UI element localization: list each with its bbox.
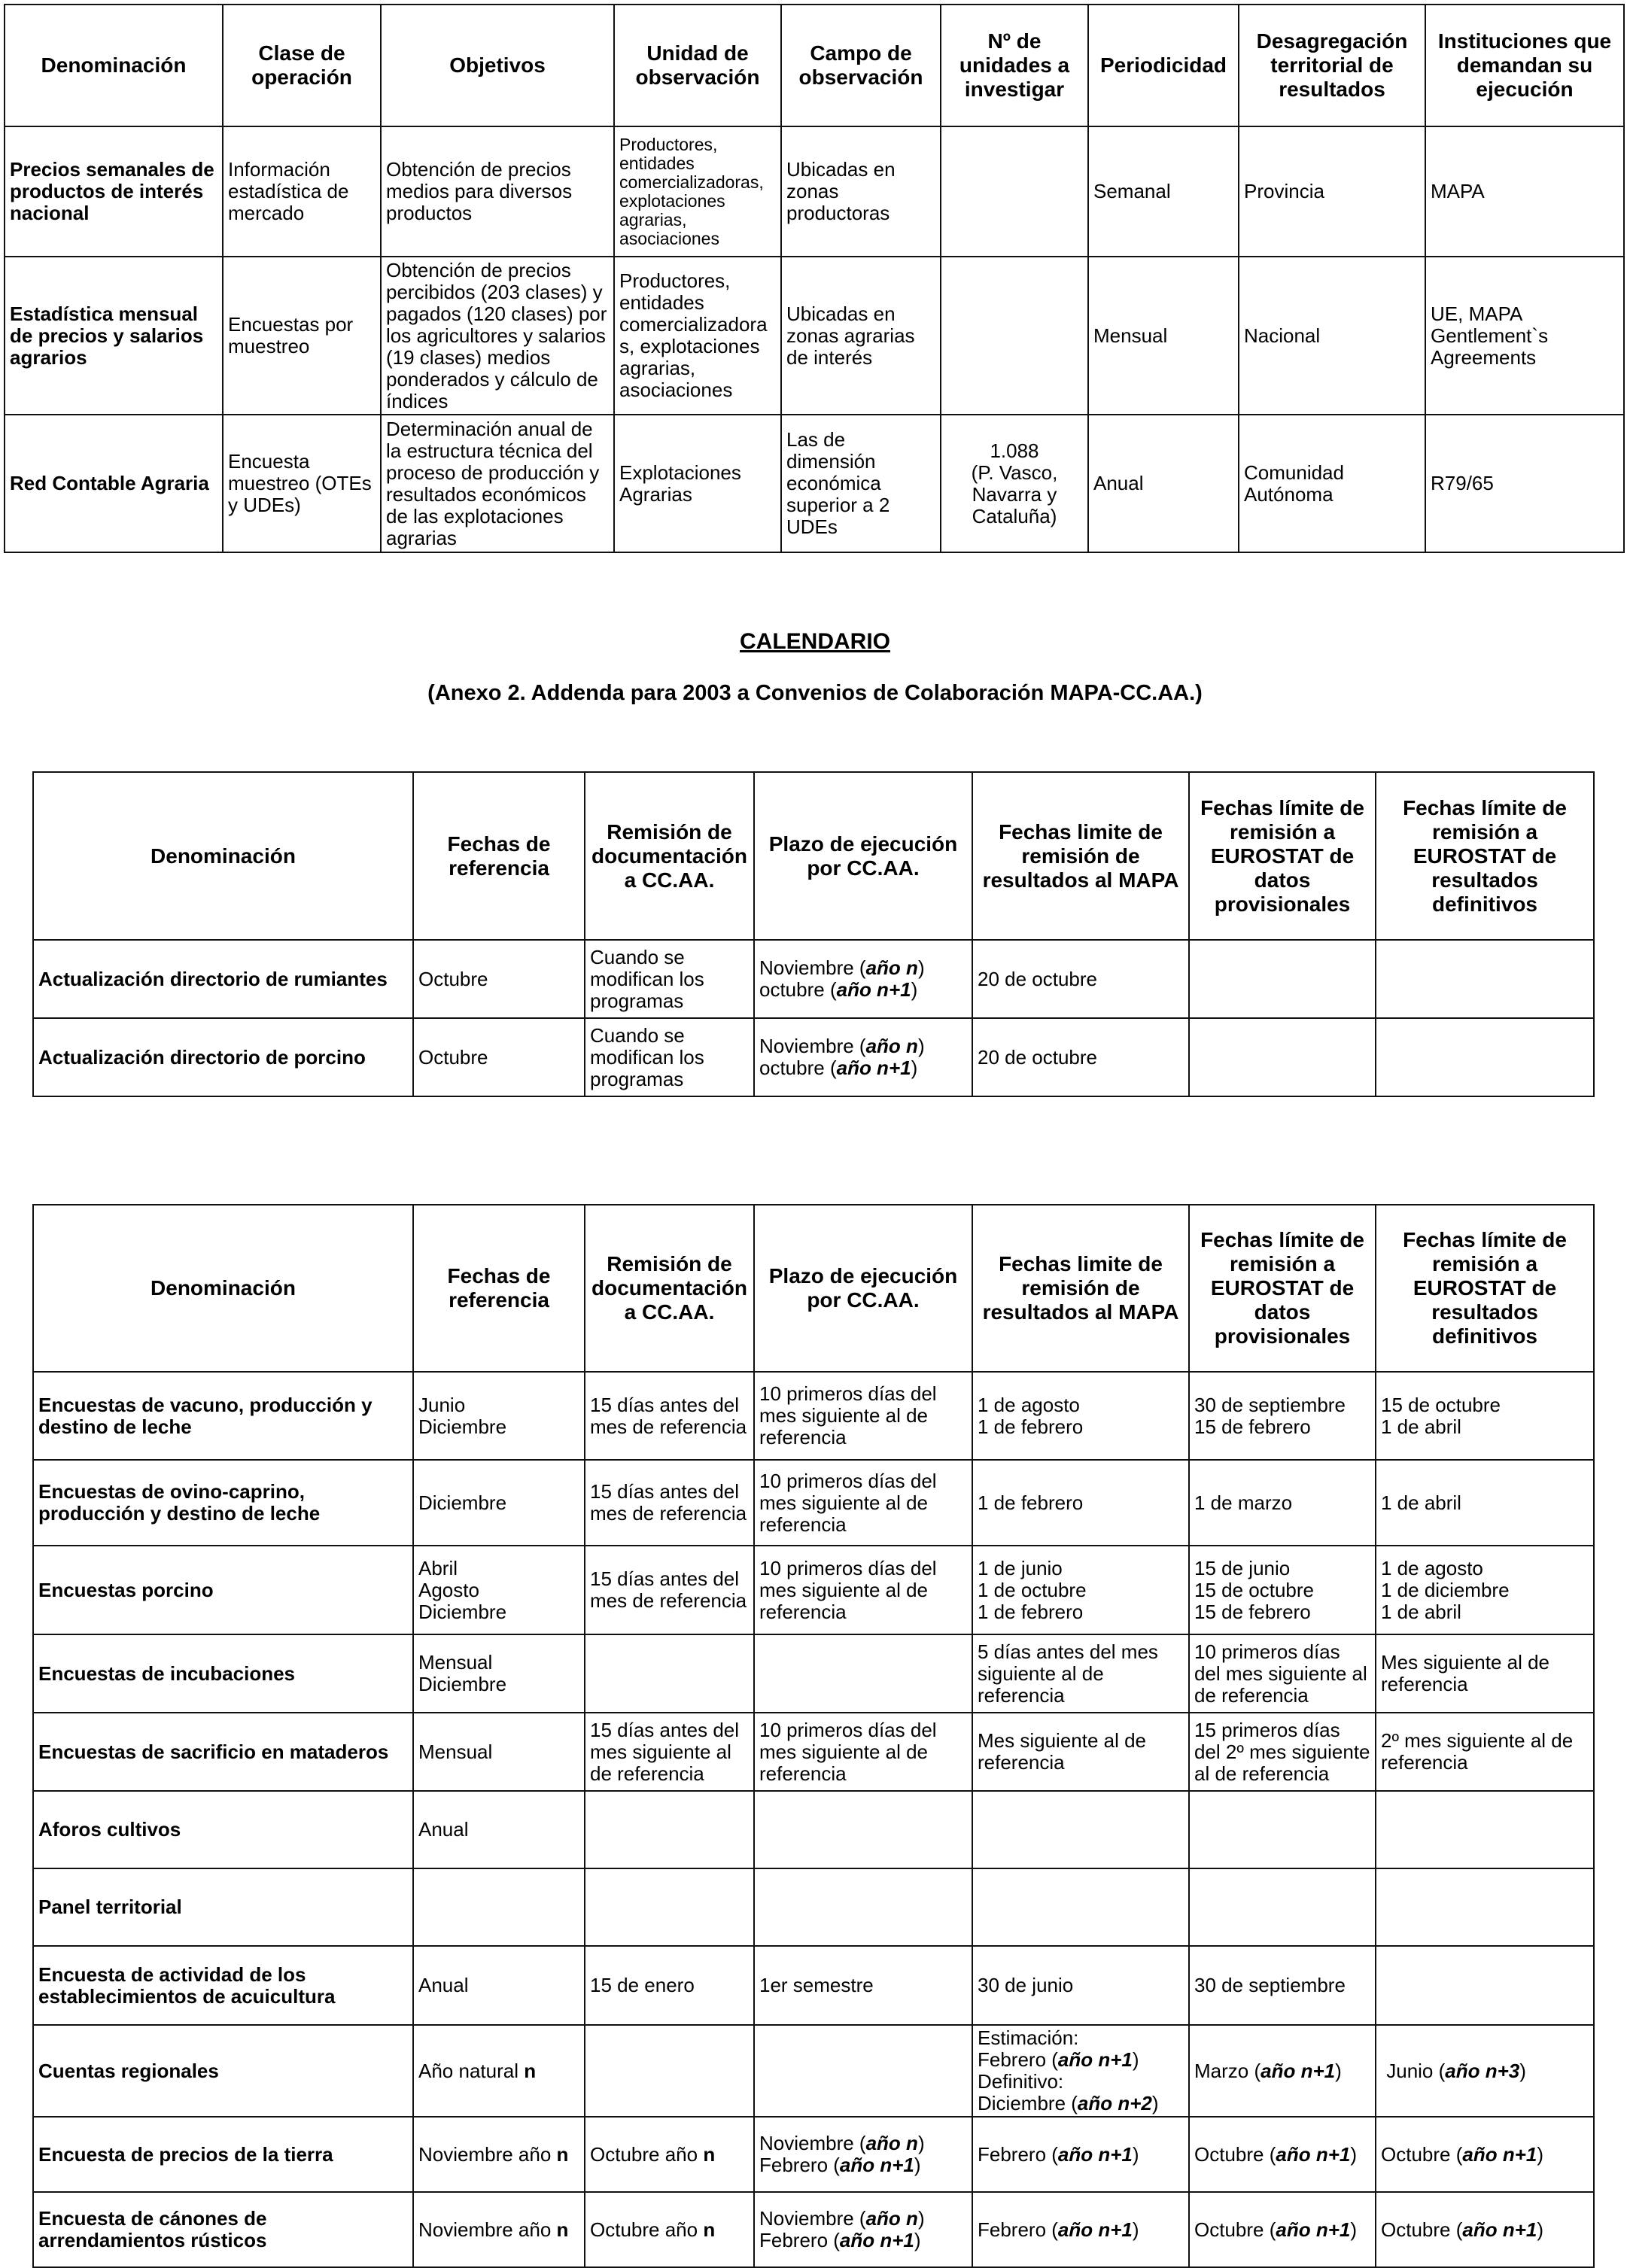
- cell-text: Octubre (: [1194, 2218, 1276, 2241]
- cell-text-emphasis: año n+1: [1276, 2142, 1351, 2166]
- cell-text-emphasis: n: [556, 2142, 569, 2166]
- cell-text: ): [911, 978, 918, 1001]
- table-cell: Aforos cultivos: [33, 1791, 413, 1868]
- cell-text: Octubre (: [1381, 2142, 1463, 2166]
- header-cell: Nº de unidades a investigar: [941, 5, 1088, 126]
- table-row: [33, 940, 1594, 1018]
- table-cell: [1189, 1791, 1376, 1868]
- table-cell: [413, 2192, 585, 2267]
- table-row: [33, 1791, 1594, 1868]
- table-row: [5, 257, 1624, 415]
- cell-text: octubre (: [759, 978, 837, 1001]
- table-cell: [972, 2117, 1189, 2192]
- table-cell: Semanal: [1088, 126, 1239, 257]
- table-cell: 5 días antes del mes siguiente al de referencia: [972, 1634, 1189, 1713]
- header-cell: Objetivos: [381, 5, 614, 126]
- table-cell: 15 días antes del mes de referencia: [585, 1460, 754, 1546]
- table-cell: Abril Agosto Diciembre: [413, 1546, 585, 1634]
- table-cell: Encuestas por muestreo: [223, 257, 381, 415]
- cell-text: ): [1537, 2142, 1544, 2166]
- cell-text: ): [1519, 2059, 1526, 2082]
- cell-text-emphasis: año n+1: [836, 1056, 911, 1079]
- calendar-table-surveys: [32, 1204, 1595, 2268]
- table-cell: 30 de septiembre: [1189, 1946, 1376, 2025]
- table-cell: Anual: [1088, 415, 1239, 552]
- table-cell: Mensual: [413, 1713, 585, 1791]
- header-cell: Fechas de referencia: [413, 1205, 585, 1372]
- table-cell: [585, 2025, 754, 2117]
- cell-text-emphasis: año n+1: [1057, 2048, 1133, 2071]
- header-cell: Plazo de ejecución por CC.AA.: [754, 772, 972, 940]
- table-cell: MAPA: [1425, 126, 1624, 257]
- table-cell: [1189, 940, 1376, 1018]
- cell-text-emphasis: año n: [865, 956, 918, 979]
- table-cell: Ubicadas en zonas agrarias de interés: [781, 257, 941, 415]
- cell-text: ): [914, 2229, 921, 2251]
- table-cell: Nacional: [1239, 257, 1425, 415]
- cell-text: Febrero (: [978, 2218, 1058, 2241]
- table-cell: Productores, entidades comercializadoras, explotaciones agrarias, asociaciones: [614, 126, 781, 257]
- table-cell: Encuesta de actividad de los establecimientos de acuicultura: [33, 1946, 413, 2025]
- cell-text: ): [917, 956, 925, 979]
- table-row: [33, 1868, 1594, 1946]
- table-cell: [585, 2117, 754, 2192]
- cell-text: Febrero (: [759, 2154, 840, 2176]
- table-cell: UE, MAPA Gentlement`s Agreements: [1425, 257, 1624, 415]
- table-cell: 15 de enero: [585, 1946, 754, 2025]
- table-cell: 1.088 (P. Vasco, Navarra y Cataluña): [941, 415, 1088, 552]
- table-cell: [972, 1791, 1189, 1868]
- table-cell: Diciembre: [413, 1460, 585, 1546]
- cell-text: Febrero (: [978, 2142, 1058, 2166]
- table-row: [33, 1946, 1594, 2025]
- table-cell: Encuestas de sacrificio en mataderos: [33, 1713, 413, 1791]
- table-cell: [941, 257, 1088, 415]
- header-cell: Fechas limite de remisión de resultados al MAPA: [972, 1205, 1189, 1372]
- table-cell: Cuando se modifican los programas: [585, 1018, 754, 1096]
- table-cell: [754, 1018, 972, 1096]
- table-cell: Comunidad Autónoma: [1239, 415, 1425, 552]
- table-cell: Mes siguiente al de referencia: [1376, 1634, 1594, 1713]
- header-cell: Instituciones que demandan su ejecución: [1425, 5, 1624, 126]
- header-cell: Clase de operación: [223, 5, 381, 126]
- cell-text-emphasis: n: [703, 2142, 716, 2166]
- cell-text: ): [1537, 2218, 1544, 2241]
- cell-text: Octubre (: [1194, 2142, 1276, 2166]
- table-cell: [585, 1868, 754, 1946]
- cell-text: Noviembre (: [759, 2207, 866, 2230]
- table-cell: [754, 2025, 972, 2117]
- table-cell: Productores, entidades comercializadora s, explotaciones agrarias, asociaciones: [614, 257, 781, 415]
- cell-text: ): [917, 1035, 925, 1057]
- table-cell: [972, 1868, 1189, 1946]
- cell-text: Octubre año: [590, 2142, 704, 2166]
- cell-text: ): [1350, 2218, 1358, 2241]
- cell-text-emphasis: año n+2: [1077, 2092, 1152, 2114]
- table-cell: [972, 2192, 1189, 2267]
- cell-text: Noviembre año: [418, 2142, 557, 2166]
- table-row: [5, 126, 1624, 257]
- cell-text: Noviembre (: [759, 2132, 866, 2154]
- header-cell: Fechas de referencia: [413, 772, 585, 940]
- cell-text: Definitivo:: [978, 2070, 1064, 2093]
- cell-text-emphasis: año n+1: [836, 978, 911, 1001]
- cell-text-emphasis: n: [556, 2218, 569, 2241]
- table-cell: Ubicadas en zonas productoras: [781, 126, 941, 257]
- table-row: [33, 2025, 1594, 2117]
- table-cell: 15 primeros días del 2º mes siguiente al de referencia: [1189, 1713, 1376, 1791]
- table-cell: 30 de junio: [972, 1946, 1189, 2025]
- table-cell: Encuesta muestreo (OTEs y UDEs): [223, 415, 381, 552]
- cell-text-emphasis: año n+1: [1057, 2142, 1133, 2166]
- table-cell: 1er semestre: [754, 1946, 972, 2025]
- table-cell: 15 días antes del mes de referencia: [585, 1372, 754, 1460]
- table-cell: Encuesta de cánones de arrendamientos rústicos: [33, 2192, 413, 2267]
- cell-text-emphasis: año n: [865, 1035, 918, 1057]
- table-cell: [1376, 1018, 1594, 1096]
- table-cell: 15 de junio 15 de octubre 15 de febrero: [1189, 1546, 1376, 1634]
- calendar-title: CALENDARIO: [740, 629, 890, 654]
- header-cell: Remisión de documentación a CC.AA.: [585, 1205, 754, 1372]
- cell-text: ): [1151, 2092, 1159, 2114]
- header-cell: Plazo de ejecución por CC.AA.: [754, 1205, 972, 1372]
- table-cell: [754, 2117, 972, 2192]
- cell-text: Noviembre (: [759, 1035, 866, 1057]
- table-cell: [585, 1791, 754, 1868]
- cell-text-emphasis: año n: [865, 2132, 918, 2154]
- calendar-table-directories: [32, 771, 1595, 1097]
- table-cell: [1376, 1946, 1594, 2025]
- table-cell: Cuentas regionales: [33, 2025, 413, 2117]
- table-cell: 10 primeros días del mes siguiente al de referencia: [754, 1546, 972, 1634]
- table-cell: 1 de febrero: [972, 1460, 1189, 1546]
- table-cell: [1376, 940, 1594, 1018]
- table-row: [33, 2117, 1594, 2192]
- table-cell: Mes siguiente al de referencia: [972, 1713, 1189, 1791]
- table-header-row: [33, 1205, 1594, 1372]
- cell-text-emphasis: año n+1: [839, 2154, 914, 2176]
- cell-text-emphasis: año n+3: [1445, 2059, 1520, 2082]
- calendar-subtitle: (Anexo 2. Addenda para 2003 a Convenios de Colaboración MAPA-CC.AA.): [427, 681, 1203, 705]
- table-cell: Precios semanales de productos de interés nacional: [5, 126, 223, 257]
- table-cell: R79/65: [1425, 415, 1624, 552]
- table-cell: [972, 2025, 1189, 2117]
- cell-text-emphasis: año n: [865, 2207, 918, 2230]
- table-cell: 1 de agosto 1 de diciembre 1 de abril: [1376, 1546, 1594, 1634]
- table-cell: 2º mes siguiente al de referencia: [1376, 1713, 1594, 1791]
- table-cell: Encuestas de vacuno, producción y destino de leche: [33, 1372, 413, 1460]
- header-cell: Denominación: [33, 1205, 413, 1372]
- table-cell: [941, 126, 1088, 257]
- table-cell: Octubre: [413, 1018, 585, 1096]
- table-cell: 20 de octubre: [972, 940, 1189, 1018]
- cell-text: ): [917, 2207, 925, 2230]
- table-row: [33, 1634, 1594, 1713]
- table-cell: [754, 2192, 972, 2267]
- table-cell: Cuando se modifican los programas: [585, 940, 754, 1018]
- table-cell: [1376, 1791, 1594, 1868]
- header-cell: Campo de observación: [781, 5, 941, 126]
- header-cell: Desagregación territorial de resultados: [1239, 5, 1425, 126]
- cell-text: Año natural: [418, 2059, 525, 2082]
- cell-text-emphasis: año n+1: [1057, 2218, 1133, 2241]
- table-cell: [1376, 1868, 1594, 1946]
- cell-text: octubre (: [759, 1056, 837, 1079]
- table-cell: Encuestas de incubaciones: [33, 1634, 413, 1713]
- table-row: [33, 1546, 1594, 1634]
- table-cell: Panel territorial: [33, 1868, 413, 1946]
- cell-text: ): [1132, 2142, 1139, 2166]
- cell-text-emphasis: n: [703, 2218, 716, 2241]
- table-cell: Encuesta de precios de la tierra: [33, 2117, 413, 2192]
- table-cell: Red Contable Agraria: [5, 415, 223, 552]
- header-cell: Fechas limite de remisión de resultados al MAPA: [972, 772, 1189, 940]
- cell-text: Octubre (: [1381, 2218, 1463, 2241]
- table-header-row: [5, 5, 1624, 126]
- cell-text: Octubre año: [590, 2218, 704, 2241]
- table-cell: [754, 1634, 972, 1713]
- table-cell: 30 de septiembre 15 de febrero: [1189, 1372, 1376, 1460]
- cell-text: ): [914, 2154, 921, 2176]
- table-row: [33, 1018, 1594, 1096]
- table-cell: Determinación anual de la estructura técnica del proceso de producción y resultados económicos de las explotaciones agrarias: [381, 415, 614, 552]
- cell-text: ): [1132, 2048, 1139, 2071]
- table-cell: Actualización directorio de rumiantes: [33, 940, 413, 1018]
- table-cell: 1 de junio 1 de octubre 1 de febrero: [972, 1546, 1189, 1634]
- table-cell: [1189, 1018, 1376, 1096]
- table-cell: [1376, 2117, 1594, 2192]
- table-cell: Mensual: [1088, 257, 1239, 415]
- header-cell: Fechas límite de remisión a EUROSTAT de resultados definitivos: [1376, 772, 1594, 940]
- table-cell: 15 de octubre 1 de abril: [1376, 1372, 1594, 1460]
- table-cell: 15 días antes del mes siguiente al de referencia: [585, 1713, 754, 1791]
- header-cell: Denominación: [33, 772, 413, 940]
- table-row: [33, 1372, 1594, 1460]
- table-cell: [1189, 1868, 1376, 1946]
- table-cell: Anual: [413, 1946, 585, 2025]
- cell-text: Noviembre año: [418, 2218, 557, 2241]
- table-cell: Obtención de precios percibidos (203 clases) y pagados (120 clases) por los agricultores y salarios (19 clases) medios ponderados y cálculo de índices: [381, 257, 614, 415]
- table-cell: Estadística mensual de precios y salarios agrarios: [5, 257, 223, 415]
- header-cell: Fechas límite de remisión a EUROSTAT de resultados definitivos: [1376, 1205, 1594, 1372]
- header-cell: Fechas límite de remisión a EUROSTAT de datos provisionales: [1189, 1205, 1376, 1372]
- table-cell: [754, 940, 972, 1018]
- table-cell: [585, 2192, 754, 2267]
- table-cell: Encuestas porcino: [33, 1546, 413, 1634]
- table-cell: [1189, 2117, 1376, 2192]
- operations-table: [4, 4, 1625, 553]
- table-cell: [413, 1868, 585, 1946]
- cell-text: Febrero (: [759, 2229, 840, 2251]
- table-cell: [1376, 2192, 1594, 2267]
- table-cell: 1 de agosto 1 de febrero: [972, 1372, 1189, 1460]
- table-cell: 20 de octubre: [972, 1018, 1189, 1096]
- cell-text: ): [917, 2132, 925, 2154]
- table-cell: [754, 1791, 972, 1868]
- table-row: [33, 1713, 1594, 1791]
- cell-text: ): [1132, 2218, 1139, 2241]
- table-cell: 10 primeros días del mes siguiente al de referencia: [754, 1713, 972, 1791]
- header-cell: Periodicidad: [1088, 5, 1239, 126]
- header-cell: Fechas límite de remisión a EUROSTAT de datos provisionales: [1189, 772, 1376, 940]
- header-cell: Unidad de observación: [614, 5, 781, 126]
- header-cell: Denominación: [5, 5, 223, 126]
- table-cell: 1 de marzo: [1189, 1460, 1376, 1546]
- table-cell: [1189, 2025, 1376, 2117]
- cell-text: Noviembre (: [759, 956, 866, 979]
- cell-text-emphasis: año n+1: [1276, 2218, 1351, 2241]
- table-row: [5, 415, 1624, 552]
- table-header-row: [33, 772, 1594, 940]
- header-cell: Remisión de documentación a CC.AA.: [585, 772, 754, 940]
- cell-text: Marzo (: [1194, 2059, 1261, 2082]
- table-cell: 15 días antes del mes de referencia: [585, 1546, 754, 1634]
- table-cell: Octubre: [413, 940, 585, 1018]
- cell-text-emphasis: año n+1: [839, 2229, 914, 2251]
- table-cell: Explotaciones Agrarias: [614, 415, 781, 552]
- table-cell: Encuestas de ovino-caprino, producción y destino de leche: [33, 1460, 413, 1546]
- cell-text: Febrero (: [978, 2048, 1058, 2071]
- table-row: [33, 2192, 1594, 2267]
- table-cell: Obtención de precios medios para diversos productos: [381, 126, 614, 257]
- table-cell: 10 primeros días del mes siguiente al de referencia: [754, 1460, 972, 1546]
- table-cell: [413, 2025, 585, 2117]
- table-cell: Mensual Diciembre: [413, 1634, 585, 1713]
- table-cell: [585, 1634, 754, 1713]
- table-cell: Provincia: [1239, 126, 1425, 257]
- table-cell: [1189, 2192, 1376, 2267]
- table-cell: 10 primeros días del mes siguiente al de referencia: [1189, 1634, 1376, 1713]
- table-cell: [754, 1868, 972, 1946]
- cell-text-emphasis: año n+1: [1261, 2059, 1336, 2082]
- cell-text: Junio (: [1386, 2059, 1446, 2082]
- table-cell: [413, 2117, 585, 2192]
- cell-text-emphasis: año n+1: [1462, 2218, 1537, 2241]
- table-cell: Información estadística de mercado: [223, 126, 381, 257]
- table-cell: Junio Diciembre: [413, 1372, 585, 1460]
- table-cell: 1 de abril: [1376, 1460, 1594, 1546]
- cell-text-emphasis: año n+1: [1462, 2142, 1537, 2166]
- cell-text: Estimación:: [978, 2026, 1079, 2049]
- cell-text: Diciembre (: [978, 2092, 1078, 2114]
- cell-text: ): [1350, 2142, 1358, 2166]
- cell-text: ): [1335, 2059, 1342, 2082]
- table-cell: Anual: [413, 1791, 585, 1868]
- cell-text-emphasis: n: [524, 2059, 537, 2082]
- table-cell: Actualización directorio de porcino: [33, 1018, 413, 1096]
- table-cell: 10 primeros días del mes siguiente al de referencia: [754, 1372, 972, 1460]
- table-cell: Las de dimensión económica superior a 2 UDEs: [781, 415, 941, 552]
- table-cell: [1376, 2025, 1594, 2117]
- cell-text: ): [911, 1056, 918, 1079]
- table-row: [33, 1460, 1594, 1546]
